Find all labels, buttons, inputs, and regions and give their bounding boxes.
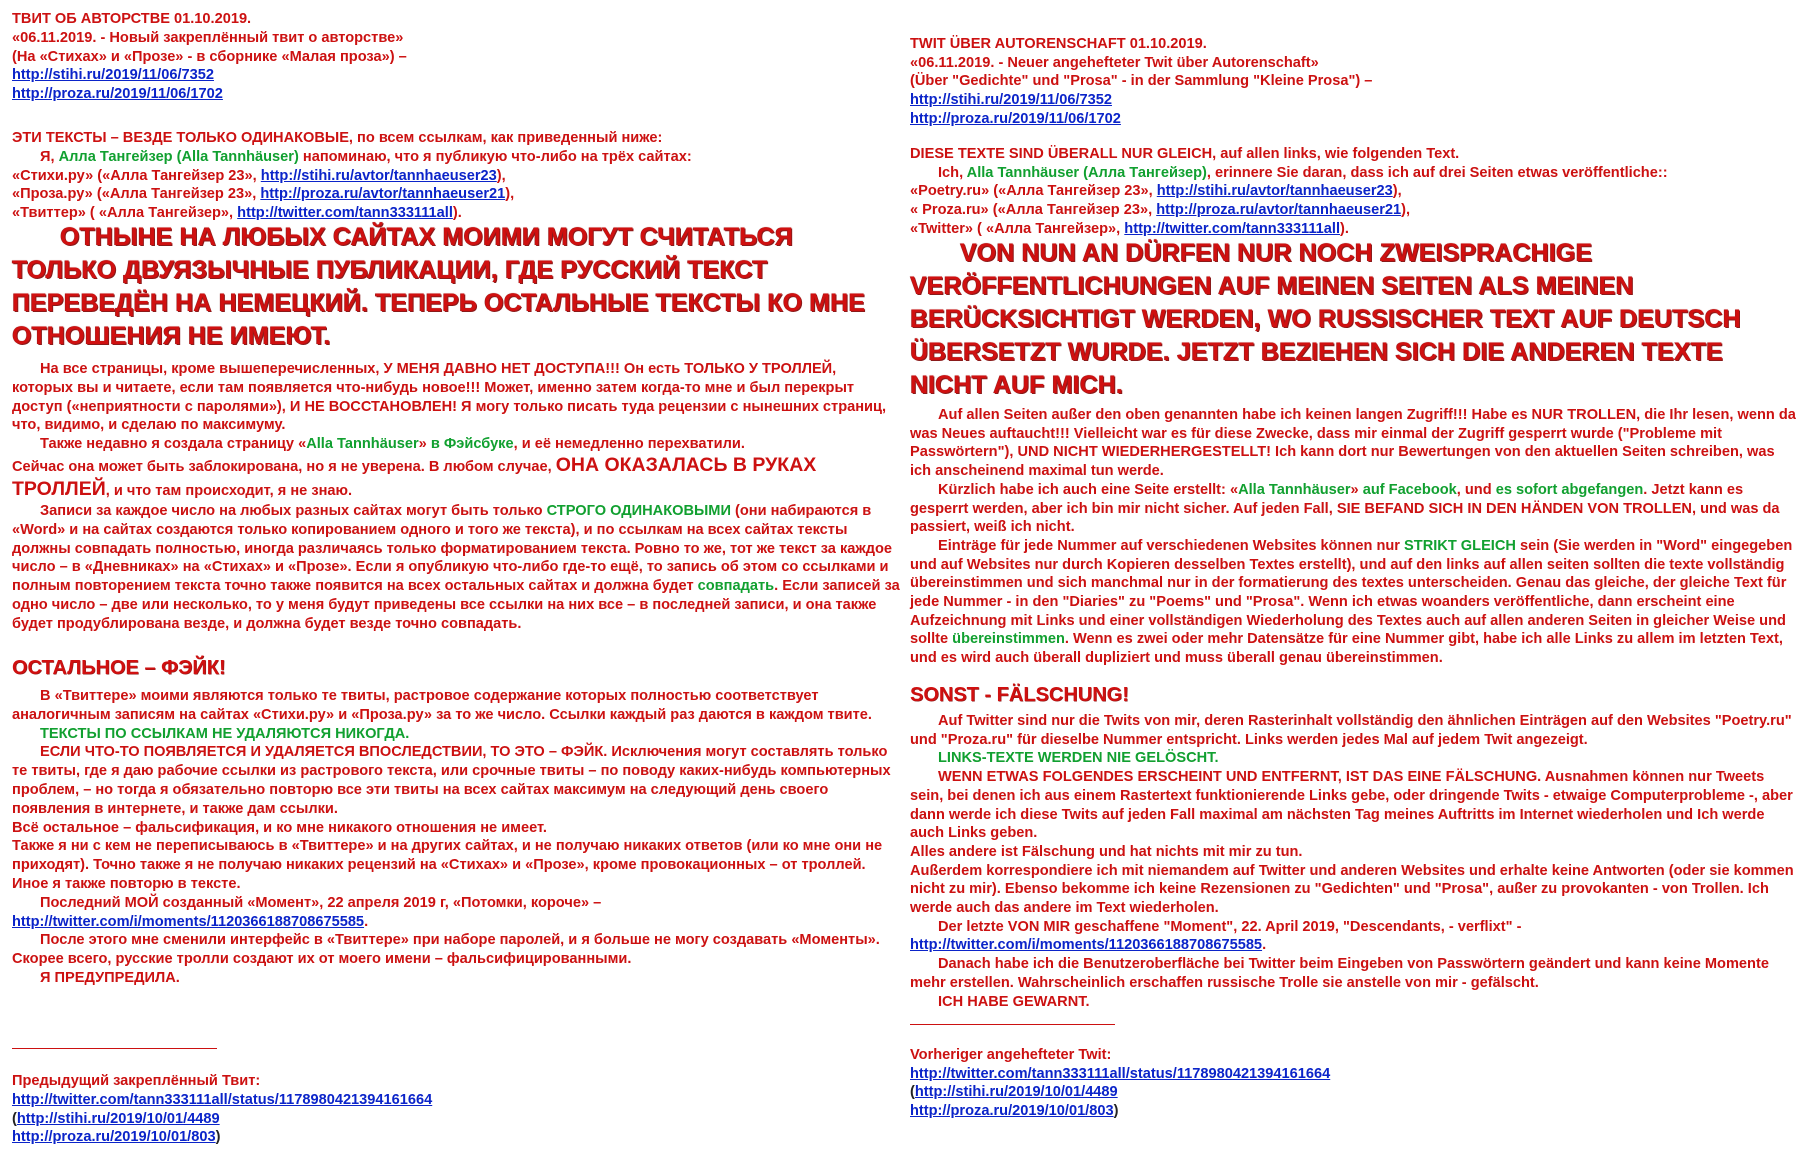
ru-site-stihi-label: «Стихи.ру» («Алла Тангейзер 23», (12, 167, 261, 184)
de-p2-c: , und (1456, 481, 1496, 498)
de-body-p7: WENN ETWAS FOLGENDES ERSCHEINT UND ENTFERNT, IST DAS EINE FÄLSCHUNG. Ausnahmen können nur Tweets sein, bei denen ich aus einem Rastertext funktionierende Links gebe, oder dringende Twits - etwaige Computerprobleme -, aber dann werde ich diese Twits auf jeden Fall maximal am nächsten Tag meines Auftritts im Internet wiederholen und Ich werde auch Links geben. (910, 769, 1793, 842)
ru-footer-link-stihi[interactable]: http://stihi.ru/2019/10/01/4489 (16, 1110, 220, 1127)
ru-fake-heading: ОСТАЛЬНОЕ – ФЭЙК! (12, 657, 226, 679)
ru-body-mid (12, 502, 900, 634)
de-intro-line2-a: Ich, (938, 164, 967, 181)
de-body-p11: Danach habe ich die Benutzeroberfläche bei Twitter beim Eingeben von Passwörtern geändert und kann keine Momente mehr erstellen. Wahrscheinlich erschaffen russische Trolle sie anstelle von mir - gefälscht. (910, 956, 1769, 991)
de-p3-green2: übereinstimmen (952, 631, 1065, 648)
de-footer (910, 1046, 1796, 1121)
ru-site-stihi (12, 167, 900, 186)
ru-p2-name: Alla Tannhäuser (306, 436, 419, 453)
ru-p4-green: СТРОГО ОДИНАКОВЫМИ (546, 503, 731, 519)
ru-footer-proza-line (12, 1128, 900, 1147)
de-site-twitter-label: «Twitter» ( «Алла Тангейзер», (910, 220, 1125, 237)
de-banner-line3: BERÜCKSICHTIGT WERDEN, WO RUSSISCHER TEXT AUF DEUTSCH (910, 305, 1741, 333)
ru-body-p12: Я ПРЕДУПРЕДИЛА. (40, 969, 180, 986)
de-site-poetry-label: «Poetry.ru» («Алла Тангейзер 23», (910, 183, 1157, 200)
de-footer-stihi-line (910, 1083, 1796, 1102)
ru-body-p5: В «Твиттере» моими являются только те твиты, растровое содержание которых полностью соответствует аналогичным записям на сайтах «Стихи.ру» и «Проза.ру» за то же число. Ссылки каждый раз даются в каждом твите. (12, 688, 872, 723)
ru-site-proza-end: ), (505, 186, 515, 203)
ru-header-title: ТВИТ ОБ АВТОРСТВЕ 01.10.2019. (12, 11, 252, 27)
de-p3-b: sein (Sie werden in "Word" eingegeben und auf Websites nur durch Kopieren desselben Textes erstellt), und auf den links auf allen seiten sollten die texte vollständig übereinstimmen und sich manchmal nur in der formatierung des textes unterscheiden. Genau das gleiche, der gleiche Text für jede Nummer - in den "Diaries" zu "Poems" und "Prosa". Wenn ich etwas woanders veröffentliche, dann erscheint eine Aufzeichnung mit Links und einer vollständigen Wiederholung des Textes auch auf allen anderen Seiten in gleicher Weise und sollte (910, 537, 1793, 648)
de-body-p5: Auf Twitter sind nur die Twits von mir, deren Rasterinhalt vollständig den ähnlichen Einträgen auf den Websites "Poetry.ru" und "Proza.ru" für dieselbe Nummer entspricht. Links werden jedes Mal auf jedem Twit angezeigt. (910, 713, 1792, 748)
de-footer-close: ) (1113, 1103, 1119, 1120)
de-header-link-stihi[interactable]: http://stihi.ru/2019/11/06/7352 (910, 92, 1112, 109)
ru-footer-open: ( (12, 1110, 17, 1127)
ru-footer (12, 1072, 900, 1147)
ru-intro (12, 129, 900, 223)
de-body-p12: ICH HABE GEWARNT. (938, 993, 1090, 1010)
ru-p2-facebook: в Фэйсбуке (430, 436, 514, 453)
ru-moment-link-end: . (364, 913, 369, 930)
de-body-p3 (910, 537, 1796, 668)
ru-banner-line1: ОТНЫНЕ НА ЛЮБЫХ САЙТАХ МОИМИ МОГУТ СЧИТАТЬСЯ (60, 223, 793, 251)
de-site-poetry-end: ), (1392, 183, 1402, 200)
ru-body-p10-linkline (12, 913, 900, 932)
de-divider (910, 1024, 1115, 1025)
ru-header (12, 10, 900, 104)
de-site-poetry (910, 182, 1796, 201)
de-p2-b: » (1350, 481, 1363, 498)
ru-p3-emphasis: ОНА ОКАЗАЛАСЬ В РУКАХ ТРОЛЛЕЙ (12, 453, 817, 500)
ru-header-link-proza[interactable]: http://proza.ru/2019/11/06/1702 (12, 86, 223, 103)
de-banner-line1: VON NUN AN DÜRFEN NUR NOCH ZWEISPRACHIGE (960, 239, 1593, 267)
ru-body-p1: На все страницы, кроме вышеперечисленных, У МЕНЯ ДАВНО НЕТ ДОСТУПА!!! Он есть ТОЛЬКО У ТРОЛЛЕЙ, которых вы и читаете, если там появляется что-нибудь новое!!! Может, именно затем когда-то мне и был перекрыт доступ («неприятности с паролями»), И НЕ ВОССТАНОВЛЕН! Я могу только писать туда рецензии с нынешних страниц, что, видимо, и сделаю по максимуму. (12, 361, 887, 434)
de-moment-link[interactable]: http://twitter.com/i/moments/1120366188708675585 (910, 937, 1263, 954)
ru-footer-link-twitter[interactable]: http://twitter.com/tann333111all/status/1178980421394161664 (12, 1091, 433, 1108)
ru-p3-b: , и что там происходит, я не знаю. (105, 482, 353, 499)
ru-body-p4 (12, 502, 900, 634)
de-body-top (910, 406, 1796, 668)
de-banner (910, 237, 1796, 402)
ru-site-twitter-end: ). (452, 205, 462, 222)
ru-intro-line1: ЭТИ ТЕКСТЫ – ВЕЗДЕ ТОЛЬКО ОДИНАКОВЫЕ, по всем ссылкам, как приведенный ниже: (12, 130, 663, 146)
de-body-p6: LINKS-TEXTE WERDEN NIE GELÖSCHT. (938, 750, 1219, 767)
de-intro-line2-b: , erinnere Sie daran, dass ich auf drei Seiten etwas veröffentliche:: (1206, 164, 1668, 181)
ru-body-p11: После этого мне сменили интерфейс в «Твиттере» при наборе паролей, и я больше не могу создавать «Моменты». Скорее всего, русские тролли создают их от моего имени – фальсифицированными. (12, 932, 880, 968)
de-body-p1: Auf allen Seiten außer den oben genannten habe ich keinen langen Zugriff!!! Habe es NUR TROLLEN, die Ihr lesen, wenn da was Neues auftaucht!!! Vielleicht war es für diese Zwecke, dass mir einmal der Zugriff gesperrt wurde ("Probleme mit Passwörtern"), UND NICHT WIEDERHERGESTELLT! Ich kann dort nur Bewertungen von den aktuellen Seiten schreiben, was ich anscheinend maximal tun werde. (910, 407, 1796, 480)
de-p3-green: STRIKT GLEICH (1404, 537, 1516, 554)
ru-site-stihi-end: ), (496, 167, 506, 184)
de-footer-link-stihi[interactable]: http://stihi.ru/2019/10/01/4489 (914, 1084, 1118, 1101)
ru-site-twitter-link[interactable]: http://twitter.com/tann333111all (237, 205, 453, 222)
de-banner-line4: ÜBERSETZT WURDE. JETZT BEZIEHEN SICH DIE ANDEREN TEXTE (910, 338, 1723, 366)
de-body-p10-linkline (910, 936, 1796, 955)
de-fake-heading: SONST - FÄLSCHUNG! (910, 684, 1129, 706)
ru-p2-a: Также недавно я создала страницу « (40, 436, 307, 453)
ru-p4-a: Записи за каждое число на любых разных сайтах могут быть только (40, 503, 547, 519)
ru-p3-a: Сейчас она может быть заблокирована, но я не уверена. В любом случае, (12, 458, 556, 475)
ru-body-p2 (12, 435, 900, 454)
de-header-where: (Über "Gedichte" und "Prosa" - in der Sammlung "Kleine Prosa") – (910, 73, 1373, 90)
ru-site-proza (12, 185, 900, 204)
de-header (910, 35, 1796, 129)
ru-banner-line3: ПЕРЕВЕДЁН НА НЕМЕЦКИЙ. ТЕПЕРЬ ОСТАЛЬНЫЕ ТЕКСТЫ КО МНЕ (12, 289, 866, 317)
de-intro-line1: DIESE TEXTE SIND ÜBERALL NUR GLEICH, auf allen links, wie folgenden Text. (910, 146, 1460, 162)
ru-site-proza-link[interactable]: http://proza.ru/avtor/tannhaeuser21 (260, 186, 506, 203)
de-p3-a: Einträge für jede Nummer auf verschiedenen Websites können nur (938, 537, 1405, 554)
ru-footer-title: Предыдущий закреплённый Твит: (12, 1073, 261, 1089)
de-body-p2 (910, 481, 1796, 537)
de-p3-c: . Wenn es zwei oder mehr Datensätze für eine Nummer gibt, habe ich alle Links zu allem im letzten Text, und es wird auch überall dupliziert und muss überall genau übereinstimmen. (910, 631, 1783, 667)
de-header-subtitle: «06.11.2019. - Neuer angehefteter Twit über Autorenschaft» (910, 54, 1319, 71)
ru-p4-c: . Если записей за одно число – две или несколько, то у меня будут приведены все ссылки на них все – в последней записи, и она также будет продублирована везде, и должна будет везде точно совпадать. (12, 578, 900, 632)
de-banner-line5: NICHT AUF MICH. (910, 371, 1124, 399)
de-site-twitter-end: ). (1340, 220, 1349, 237)
de-p2-e: . Jetzt kann es gesperrt werden, aber ich bin mir nicht sicher. Auf jeden Fall, SIE BEFAND SICH IN DEN HÄNDEN VON TROLLEN, und was da passiert, weiß ich nicht. (910, 481, 1780, 536)
de-site-proza-end: ), (1401, 202, 1411, 219)
ru-intro-line2-b: напоминаю, что я публикую что-либо на трёх сайтах: (298, 148, 692, 165)
ru-header-link-stihi[interactable]: http://stihi.ru/2019/11/06/7352 (12, 67, 214, 84)
ru-body-bottom (12, 687, 900, 988)
ru-body-p6: ТЕКСТЫ ПО ССЫЛКАМ НЕ УДАЛЯЮТСЯ НИКОГДА. (40, 725, 410, 742)
de-body-bottom (910, 712, 1796, 1011)
ru-body-p10: Последний МОЙ созданный «Момент», 22 апреля 2019 г, «Потомки, короче» – (40, 894, 602, 911)
ru-site-twitter-label: «Твиттер» ( «Алла Тангейзер», (12, 205, 238, 222)
de-site-poetry-link[interactable]: http://stihi.ru/avtor/tannhaeuser23 (1156, 183, 1393, 200)
ru-author-name: Алла Тангейзер (Alla Tannhäuser) (58, 148, 299, 165)
ru-body-p7: ЕСЛИ ЧТО-ТО ПОЯВЛЯЕТСЯ И УДАЛЯЕТСЯ ВПОСЛЕДСТВИИ, ТО ЭТО – ФЭЙК. Исключения могут составлять только те твиты, где я даю рабочие ссылки из растрового текста, или срочные твиты – по поводу каких-нибудь компьютерных проблем, – но тогда я обязательно повторю все эти твиты на всех сайтах максимум на следующий день своего появления в интернете, и также дам ссылки. (12, 744, 891, 817)
ru-header-where: (На «Стихах» и «Прозе» - в сборнике «Малая проза») – (12, 48, 407, 65)
de-body-p10: Der letzte VON MIR geschaffene "Moment", 22. April 2019, "Descendants, - verflixt" - (938, 918, 1522, 935)
ru-footer-close: ) (215, 1129, 221, 1146)
de-site-twitter-link[interactable]: http://twitter.com/tann333111all (1124, 220, 1341, 237)
de-p2-facebook: auf Facebook (1362, 481, 1457, 498)
de-header-title: TWIT ÜBER AUTORENSCHAFT 01.10.2019. (910, 36, 1207, 52)
ru-p4-green2: совпадать (697, 578, 775, 595)
ru-body-p3 (12, 454, 900, 502)
de-banner-line2: VERÖFFENTLICHUNGEN AUF MEINEN SEITEN ALS MEINEN (910, 272, 1634, 300)
de-body-p9: Außerdem korrespondiere ich mit niemandem auf Twitter und anderen Websites und erhalte keine Antworten (oder sie kommen nicht zu mir). Ebenso bekomme ich keine Rezensionen zu "Gedichten" und "Prosa", außer zu provokanten - von Trollen. Ich werde auch das andere im Text wiederholen. (910, 862, 1794, 917)
ru-banner-line2: ТОЛЬКО ДВУЯЗЫЧНЫЕ ПУБЛИКАЦИИ, ГДЕ РУССКИЙ ТЕКСТ (12, 256, 768, 284)
ru-site-stihi-link[interactable]: http://stihi.ru/avtor/tannhaeuser23 (260, 167, 497, 184)
de-site-proza (910, 201, 1796, 220)
ru-intro-line2-a: Я, (40, 148, 59, 165)
de-header-link-proza[interactable]: http://proza.ru/2019/11/06/1702 (910, 110, 1121, 127)
de-intro (910, 145, 1796, 239)
ru-body-p8: Всё остальное – фальсификация, и ко мне никакого отношения не имеет. (12, 819, 547, 836)
de-site-twitter (910, 220, 1796, 239)
de-footer-proza-line (910, 1102, 1796, 1121)
ru-header-subtitle: «06.11.2019. - Новый закреплённый твит о авторстве» (12, 29, 404, 46)
ru-body-top (12, 360, 900, 502)
ru-divider (12, 1048, 217, 1049)
ru-body-p9: Также я ни с кем не переписываюсь в «Твиттере» и на других сайтах, и не получаю никаких ответов (или ко мне они не приходят). Точно также я не получаю никаких рецензий на «Стихах» и «Прозе», кроме провокационных – от троллей. Иное я также повторю в тексте. (12, 838, 883, 892)
de-p2-a: Kürzlich habe ich auch eine Seite erstellt: « (938, 481, 1239, 498)
de-moment-link-end: . (1262, 937, 1267, 954)
ru-p4-b: (они набираются в «Word» и на сайтах создаются только копированием одного и того же текста), и по ссылкам на всех сайтах тексты должны совпадать полностью, иногда различаясь только форматированием текста. Ровно то же, тот же текст за каждое число – в «Дневниках» на «Стихах» и «Прозе». Если я опубликую что-либо где-то ещё, то запись об этом со ссылками и полным повторением текста точно также появится на всех остальных сайтах и должна будет (12, 503, 893, 595)
ru-footer-link-proza[interactable]: http://proza.ru/2019/10/01/803 (12, 1129, 216, 1146)
de-body-p8: Alles andere ist Fälschung und hat nichts mit mir zu tun. (910, 843, 1303, 860)
de-intro-line2 (910, 164, 1796, 183)
ru-footer-stihi-line (12, 1110, 900, 1129)
de-site-proza-label: « Proza.ru» («Алла Тангейзер 23», (910, 202, 1157, 219)
de-p2-name: Alla Tannhäuser (1238, 481, 1351, 498)
ru-intro-line2 (12, 148, 900, 167)
de-p2-d: es sofort abgefangen (1495, 481, 1644, 498)
ru-moment-link[interactable]: http://twitter.com/i/moments/1120366188708675585 (12, 913, 365, 930)
de-site-proza-link[interactable]: http://proza.ru/avtor/tannhaeuser21 (1156, 202, 1402, 219)
de-footer-title: Vorheriger angehefteter Twit: (910, 1047, 1112, 1063)
ru-banner (12, 221, 900, 353)
de-footer-link-proza[interactable]: http://proza.ru/2019/10/01/803 (910, 1103, 1114, 1120)
de-author-name: Alla Tannhäuser (Алла Тангейзер) (966, 164, 1207, 181)
de-footer-link-twitter[interactable]: http://twitter.com/tann333111all/status/1178980421394161664 (910, 1065, 1331, 1082)
de-footer-open: ( (910, 1084, 915, 1101)
ru-site-proza-label: «Проза.ру» («Алла Тангейзер 23», (12, 186, 261, 203)
ru-p2-c: , и её немедленно перехватили. (513, 436, 745, 453)
ru-banner-line4: ОТНОШЕНИЯ НЕ ИМЕЮТ. (12, 322, 331, 350)
ru-p2-b: » (418, 436, 431, 453)
